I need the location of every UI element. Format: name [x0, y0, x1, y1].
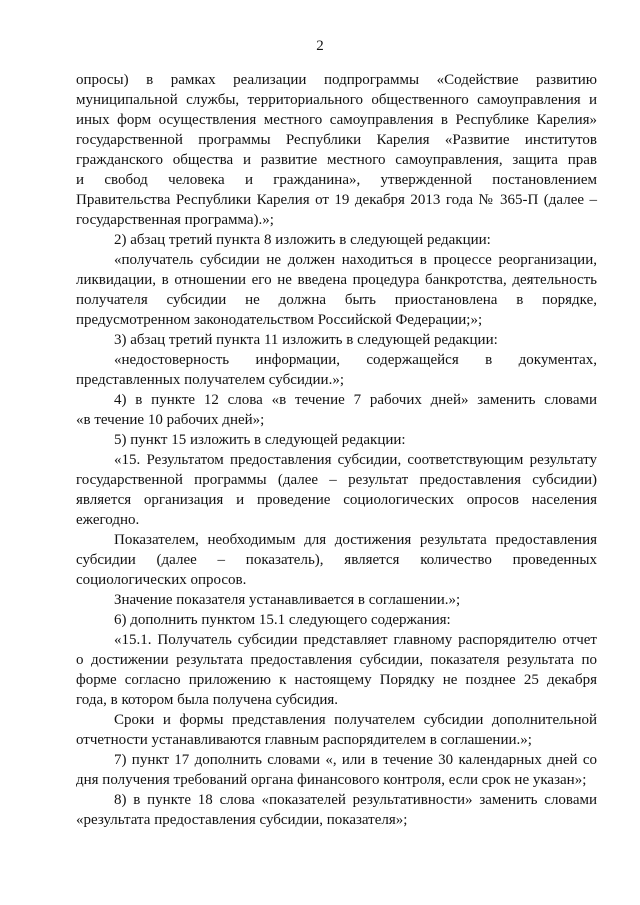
- text-line: предусмотренном законодательством Российской Федерации;»;: [76, 312, 483, 328]
- text-line: года, в котором была получена субсидия.: [76, 692, 339, 708]
- text-line: о достижении результата предоставления субсидии, показателя результата по: [76, 652, 597, 668]
- text-line: государственной программы (далее – результат предоставления субсидии): [76, 472, 597, 488]
- text-line: муниципальной службы, территориального общественного самоуправления и: [76, 92, 597, 108]
- text-line: «результата предоставления субсидии, показателя»;: [76, 812, 408, 828]
- text-line: Показателем, необходимым для достижения результата предоставления: [114, 532, 597, 548]
- text-line: Значение показателя устанавливается в соглашении.»;: [114, 592, 461, 608]
- text-line: государственной программы Республики Карелия «Развитие институтов: [76, 132, 597, 148]
- text-line: «15.1. Получатель субсидии представляет главному распорядителю отчет: [114, 632, 597, 648]
- text-line: 2) абзац третий пункта 8 изложить в следующей редакции:: [114, 232, 491, 248]
- text-line: «получатель субсидии не должен находиться в процессе реорганизации,: [114, 252, 597, 268]
- text-line: получателя субсидии не должна быть приостановлена в порядке,: [76, 292, 597, 308]
- text-line: 3) абзац третий пункта 11 изложить в следующей редакции:: [114, 332, 498, 348]
- text-line: отчетности устанавливаются главным распорядителем в соглашении.»;: [76, 732, 532, 748]
- page-number: 2: [316, 38, 324, 54]
- text-line: 5) пункт 15 изложить в следующей редакции:: [114, 432, 406, 448]
- text-line: форме согласно приложению к настоящему Порядку не позднее 25 декабря: [76, 672, 597, 688]
- text-line: является организация и проведение социологических опросов населения: [76, 492, 597, 508]
- text-line: опросы) в рамках реализации подпрограммы «Содействие развитию: [76, 72, 597, 88]
- text-line: представленных получателем субсидии.»;: [76, 372, 344, 388]
- text-line: государственная программа).»;: [76, 212, 274, 228]
- text-line: ежегодно.: [76, 512, 140, 528]
- text-line: 6) дополнить пунктом 15.1 следующего содержания:: [114, 612, 451, 628]
- text-line: иных форм осуществления местного самоуправления в Республике Карелия»: [76, 112, 597, 128]
- text-line: субсидии (далее – показатель), является количество проведенных: [76, 552, 597, 568]
- text-line: ликвидации, в отношении его не введена процедура банкротства, деятельность: [76, 272, 597, 288]
- text-line: «недостоверность информации, содержащейся в документах,: [114, 352, 597, 368]
- text-line: гражданского общества и развитие местного самоуправления, защита прав: [76, 152, 597, 168]
- text-line: Правительства Республики Карелия от 19 декабря 2013 года № 365-П (далее –: [76, 192, 597, 208]
- text-line: «15. Результатом предоставления субсидии, соответствующим результату: [114, 452, 597, 468]
- text-line: 4) в пункте 12 слова «в течение 7 рабочих дней» заменить словами: [114, 392, 597, 408]
- text-line: 8) в пункте 18 слова «показателей результативности» заменить словами: [114, 792, 597, 808]
- document-body: [76, 70, 597, 830]
- text-line: и свобод человека и гражданина», утвержденной постановлением: [76, 172, 597, 188]
- text-line: дня получения требований органа финансового контроля, если срок не указан»;: [76, 772, 587, 788]
- text-line: 7) пункт 17 дополнить словами «, или в течение 30 календарных дней со: [114, 752, 597, 768]
- text-line: «в течение 10 рабочих дней»;: [76, 412, 265, 428]
- text-line: Сроки и формы представления получателем субсидии дополнительной: [114, 712, 597, 728]
- text-line: социологических опросов.: [76, 572, 247, 588]
